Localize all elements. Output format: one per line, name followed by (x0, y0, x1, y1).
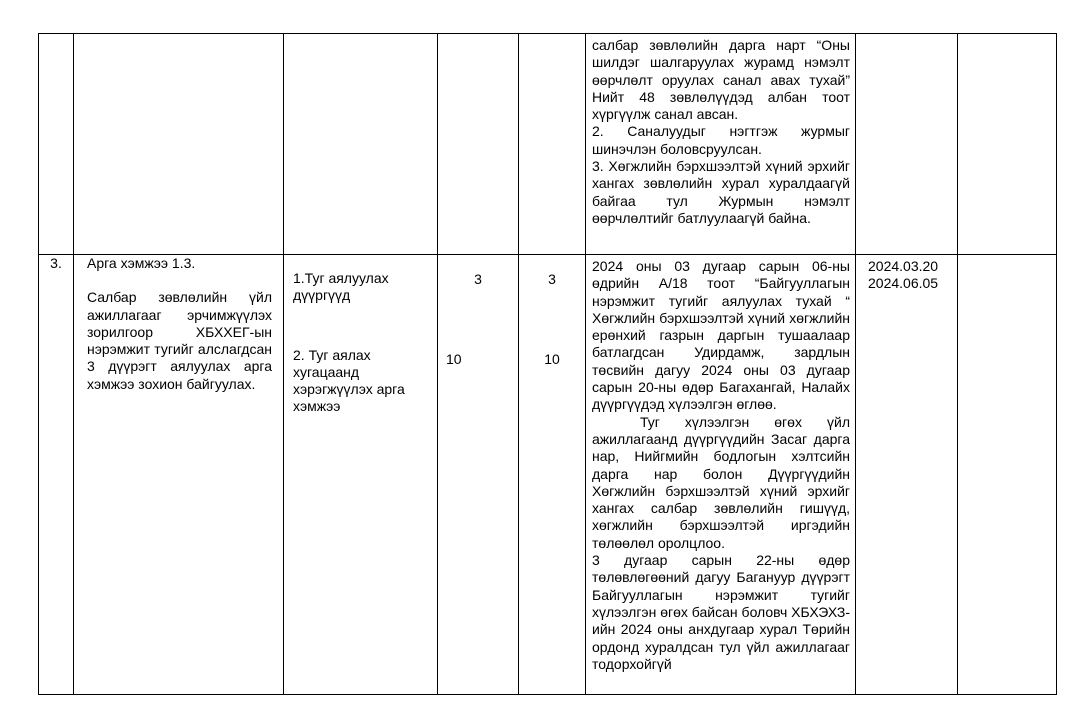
cell-measure (74, 255, 284, 695)
cell-dates (856, 255, 958, 695)
plan-value: 3 (474, 271, 482, 287)
report-table (38, 33, 1057, 695)
actual-value: 10 (544, 351, 560, 368)
result-paragraph: 3. Хөгжлийн бэрхшээлтэй хүний эрхийг хангах зөвлөлийн хурал хуралдаагүй байгаа тул Журмын нэмэлт өөрчлөлтийг батлуулаагүй байна. (592, 158, 850, 226)
cell-indicators (284, 255, 438, 695)
date-value: 2024.06.05 (868, 275, 939, 292)
actual-values (519, 255, 585, 369)
cell-no-empty (39, 34, 74, 255)
cell-plan-values (438, 255, 519, 695)
actual-value: 3 (548, 271, 556, 287)
indicator-item: 2. Туг аялах хугацаанд хэрэгжүүлэх арга хэмжээ (293, 346, 405, 415)
result-text-block (586, 255, 855, 690)
cell-result-continuation (586, 34, 856, 255)
measure-title: Арга хэмжээ 1.3. (87, 255, 196, 271)
measure-text-block (74, 255, 283, 393)
result-paragraph: 2024 оны 03 дугаар сарын 06-ны өдрийн А/18 тоот “Байгууллагын нэрэмжит тугийг аялуулах тухай “ Хөгжлийн бэрхшээлтэй хүний хөгжлийн ерөнхий газрын даргын тушаалаар батлагдсан Удирдамж, зардлын төсвийн дагуу 2024 оны 03 дугаар сарын 20-ны өдөр Багахангай, Налайх дүүргүүдэд хүлээлгэн өглөө. (592, 258, 850, 413)
plan-value: 10 (446, 351, 462, 368)
date-list (856, 255, 957, 293)
cell-measure-empty (74, 34, 284, 255)
cell-note-empty (958, 255, 1057, 695)
result-paragraph: салбар зөвлөлийн дарга нарт “Оны шилдэг шалгаруулах журамд нэмэлт өөрчлөлт оруулах санал авах тухай” Нийт 48 зөвлөлүүдэд албан тоот хүргүүлж санал авсан. (592, 37, 850, 123)
result-paragraph: Туг хүлээлгэн өгөх үйл ажиллагаанд дүүргүүдийн Засаг дарга нар, Нийгмийн бодлогын хэлтсийн дарга нар болон Дүүргүүдийн Хөгжлийн бэрхшээлтэй хүний эрхийг хангах салбар зөвлөлийн гишүүд, хөгжлийн бэрхшээлтэй иргэдийн төлөөлөл оролцлоо. (592, 413, 850, 551)
result-paragraph: 2. Саналуудыг нэгтгэж журмыг шинэчлэн боловсруулсан. (592, 123, 850, 157)
measure-body: Салбар зөвлөлийн үйл ажиллагааг эрчимжүүлэх зорилгоор ХБХХЕГ-ын нэрэмжит тугийг алслагдсан 3 дүүрэгт аялуулах арга хэмжээ зохион байгуулах. (87, 289, 272, 392)
row-number: 3. (50, 255, 62, 271)
cell-plan-empty (438, 34, 519, 255)
cell-note-empty (958, 34, 1057, 255)
result-text-block (586, 34, 855, 250)
cell-date-empty (856, 34, 958, 255)
indicator-list (284, 255, 437, 416)
table-row-3 (39, 255, 1057, 695)
cell-result (586, 255, 856, 695)
indicator-item: 1.Туг аялуулах дүүргүүд (293, 270, 389, 304)
result-paragraph: 3 дугаар сарын 22-ны өдөр төлөвлөгөөний дагуу Багануур дүүрэгт Байгууллагын нэрэмжит тугийг хүлээлгэн өгөх байсан боловч ХБХЭХЗ-ийн 2024 оны анхдугаар хурал Төрийн ордонд хуралдсан тул үйл ажиллагааг тодорхойгүй (592, 552, 850, 672)
cell-actual-empty (519, 34, 586, 255)
cell-indicator-empty (284, 34, 438, 255)
table-row-continuation (39, 34, 1057, 255)
date-value: 2024.03.20 (868, 258, 939, 274)
cell-actual-values (519, 255, 586, 695)
cell-row-number (39, 255, 74, 695)
plan-values (438, 255, 518, 369)
